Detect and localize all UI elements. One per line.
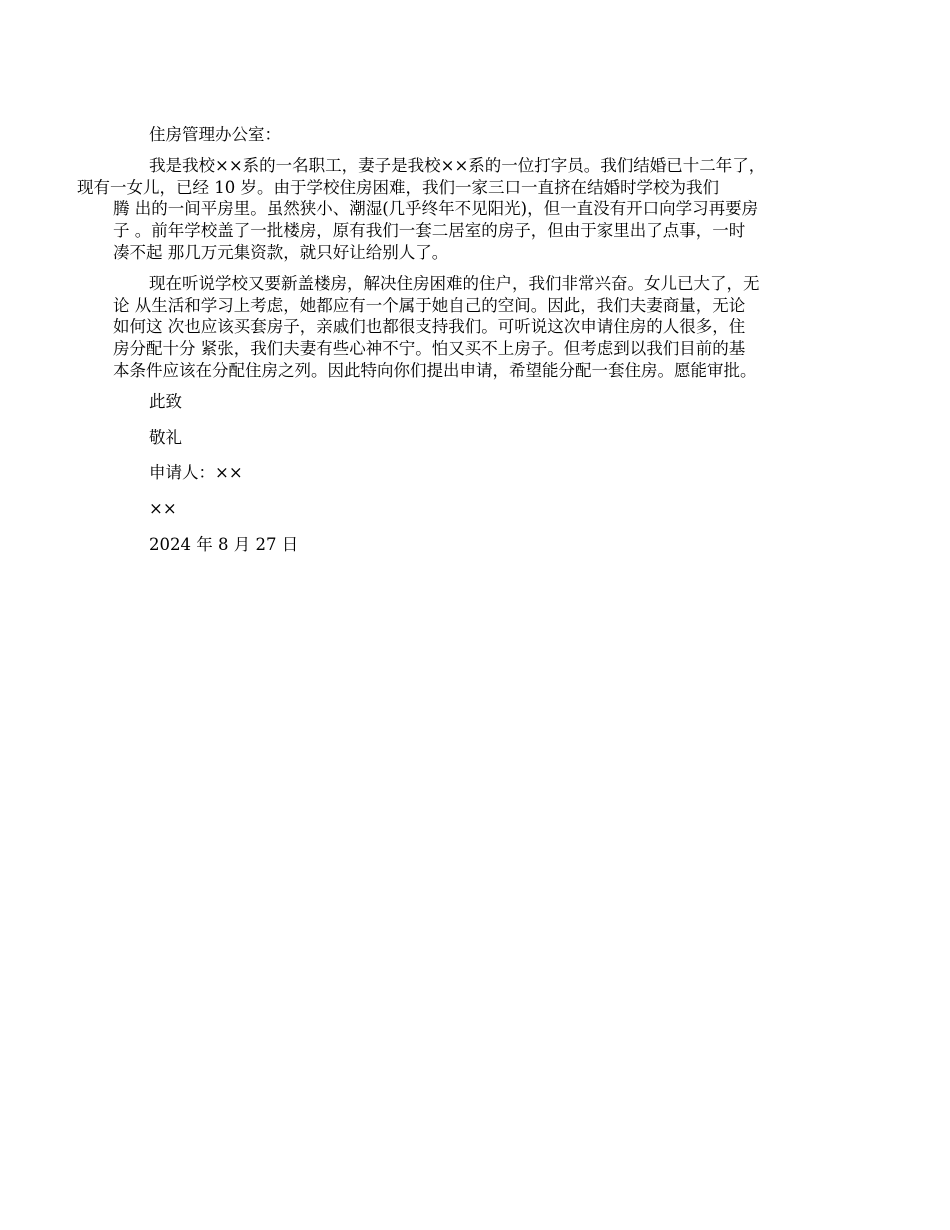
closing-regards: 此致 — [149, 391, 182, 411]
salutation: 住房管理办公室： — [149, 125, 281, 144]
letter-body — [77, 124, 843, 570]
paragraph-2-line: 现在听说学校又要新盖楼房，解决住房困难的住户，我们非常兴奋。女儿已大了，无 — [149, 273, 760, 293]
paragraph-2-line: 如何这 次也应该买套房子，亲戚们也都很支持我们。可听说这次申请住房的人很多，住 — [113, 317, 746, 337]
signature-name: ×× — [149, 499, 177, 519]
paragraph-1-line: 我是我校××系的一名职工，妻子是我校××系的一位打字员。我们结婚已十二年了， — [149, 155, 766, 175]
paragraph-1-line: 腾 出的一间平房里。虽然狭小、潮湿(几乎终年不见阳光)，但一直没有开口向学习再要房 — [113, 199, 759, 219]
paragraph-1-line: 子 。前年学校盖了一批楼房，原有我们一套二居室的房子，但由于家里出了点事，一时 — [113, 221, 746, 241]
paragraph-2-line: 本条件应该在分配住房之列。因此特向你们提出申请，希望能分配一套住房。愿能审批。 — [113, 360, 757, 380]
paragraph-2-line: 房分配十分 紧张，我们夫妻有些心神不宁。怕又买不上房子。但考虑到以我们目前的基 — [113, 339, 746, 359]
paragraph-2 — [113, 273, 843, 382]
letter-date: 2024 年 8 月 27 日 — [149, 534, 299, 554]
paragraph-1-line: 现有一女儿，已经 10 岁。由于学校住房困难，我们一家三口一直挤在结婚时学校为我们 — [77, 177, 719, 197]
paragraph-2-line: 论 从生活和学习上考虑，她都应有一个属于她自己的空间。因此，我们夫妻商量，无论 — [113, 295, 746, 315]
paragraph-1 — [77, 155, 843, 264]
applicant-line: 申请人：×× — [149, 463, 243, 483]
paragraph-1-line: 凑不起 那几万元集资款，就只好让给别人了。 — [113, 242, 449, 262]
closing-salute: 敬礼 — [149, 427, 182, 447]
